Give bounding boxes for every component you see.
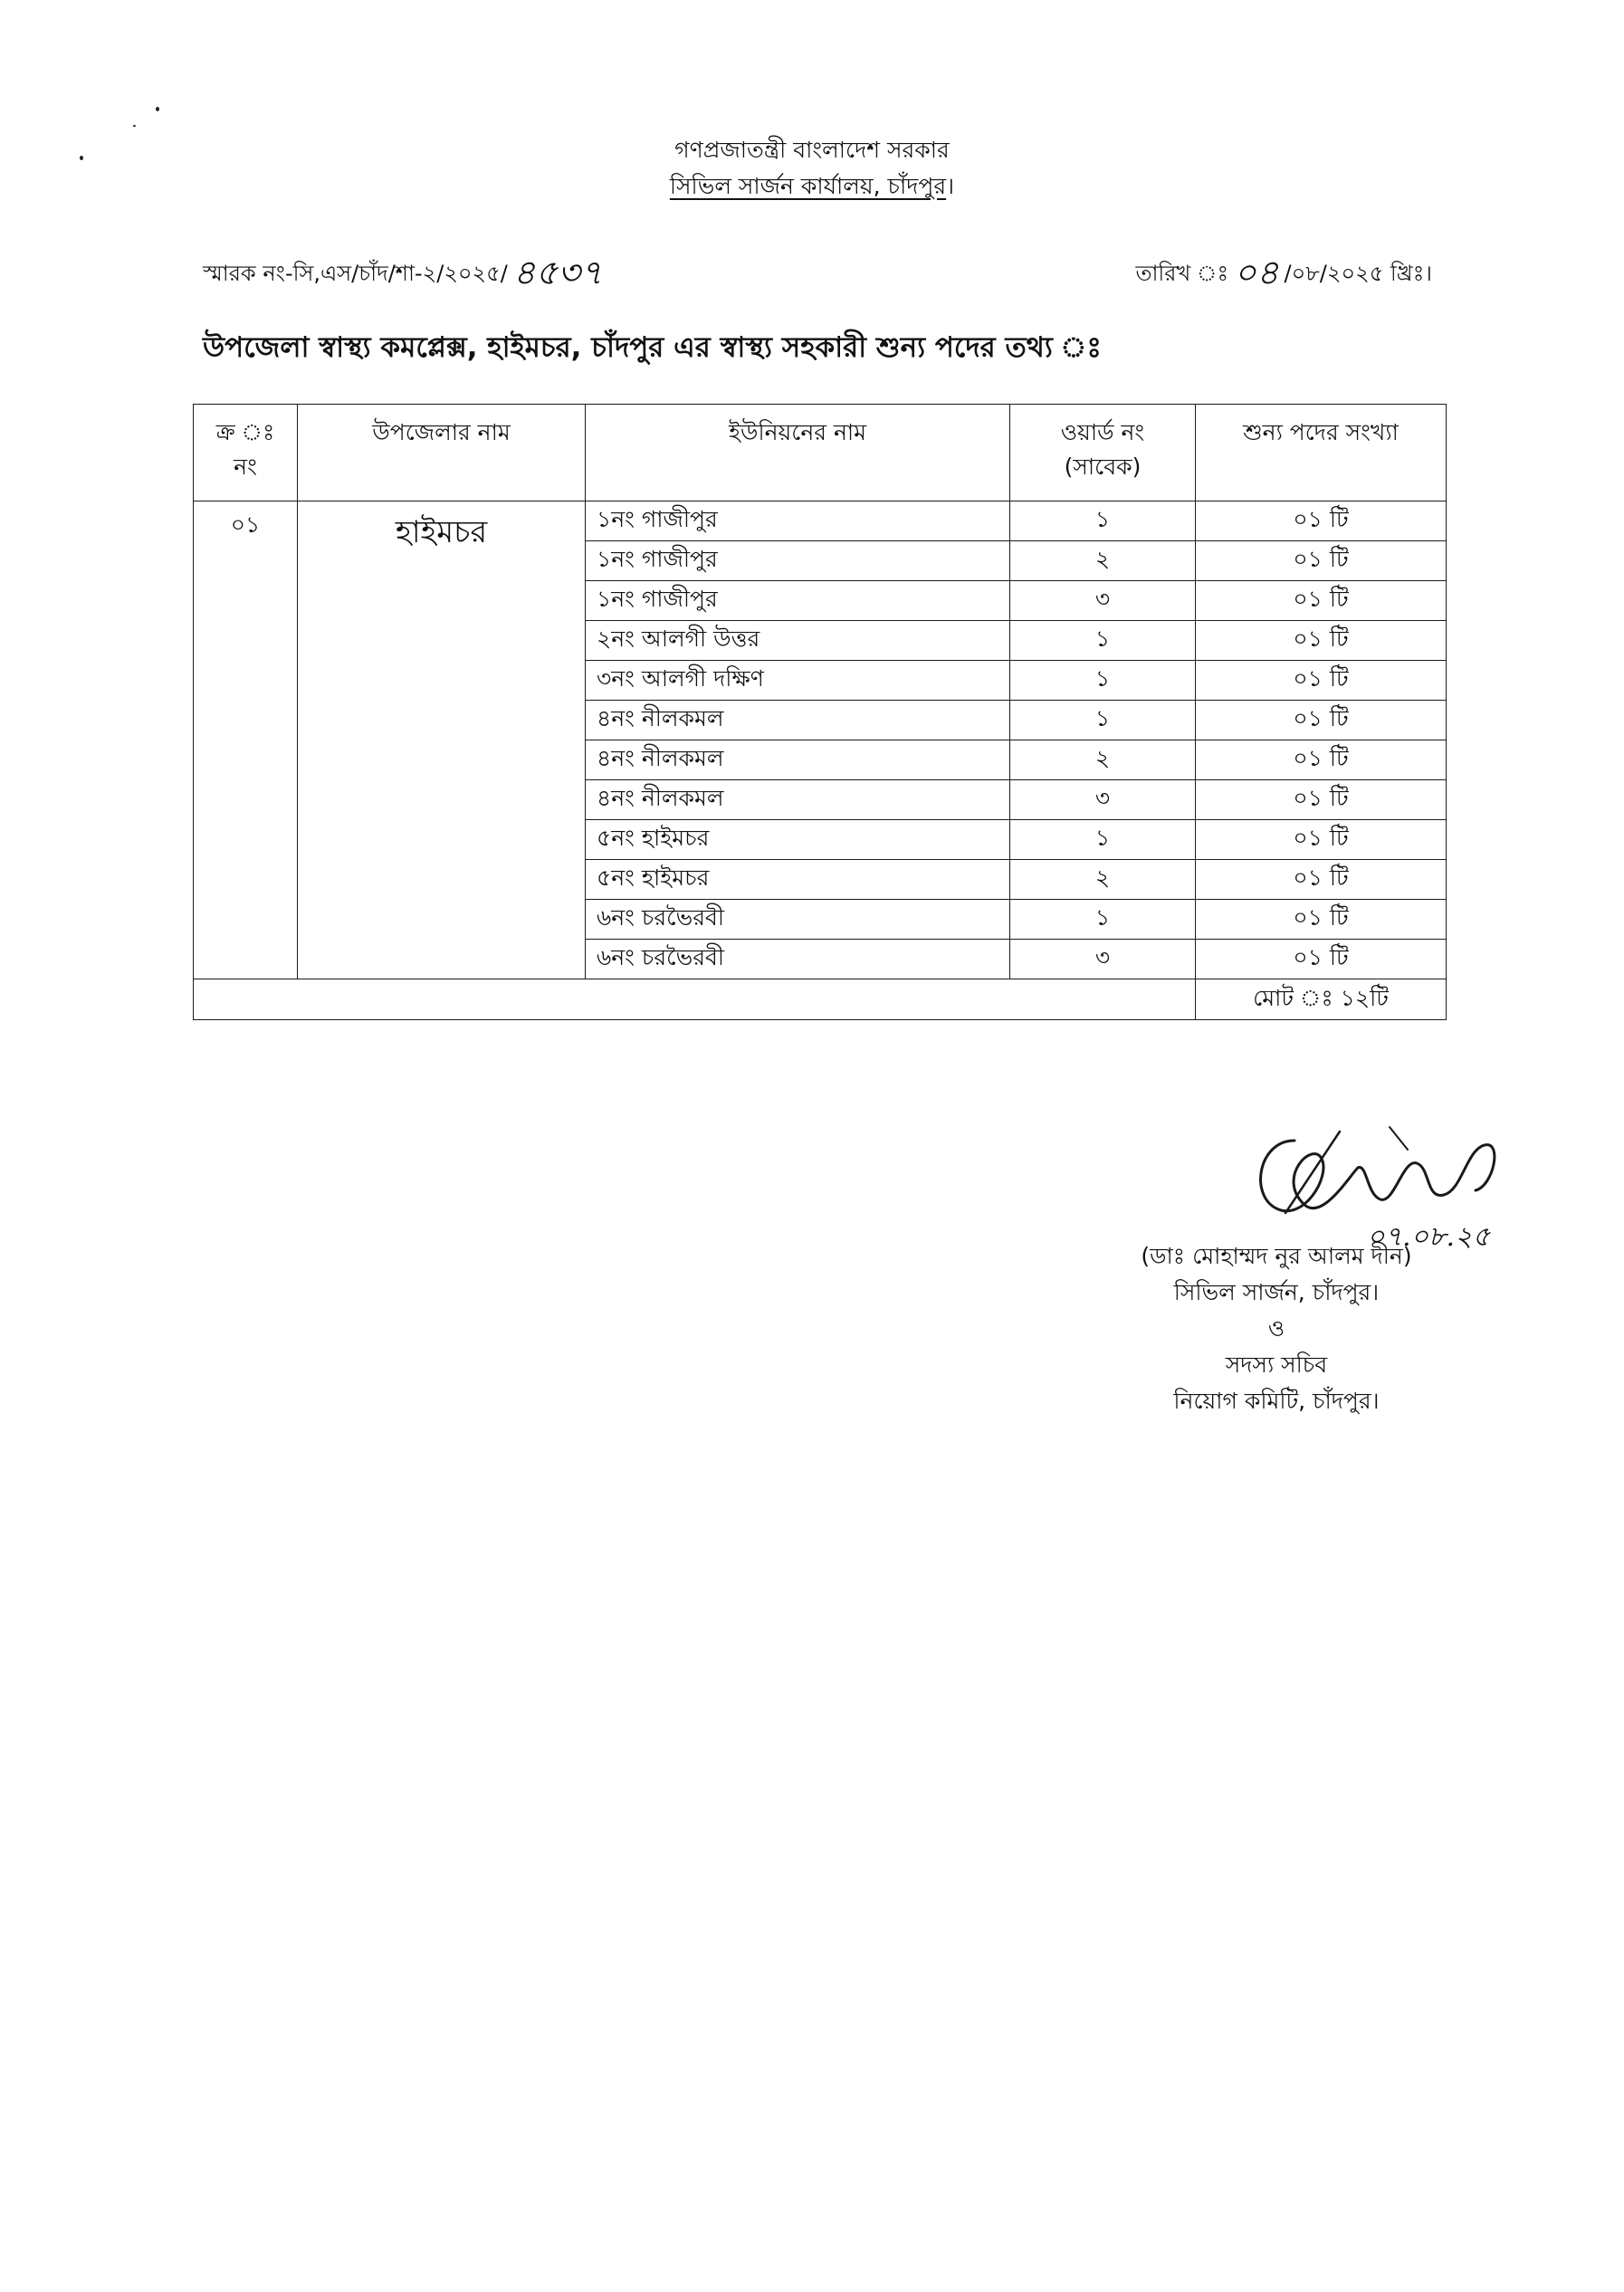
ward-cell: ১ [1010, 661, 1196, 701]
serial-cell: ০১ [194, 501, 298, 979]
ward-cell: ২ [1010, 860, 1196, 900]
ward-cell: ২ [1010, 541, 1196, 581]
vacancy-count-cell: ০১ টি [1196, 780, 1447, 820]
header-serial-line1: ক্র ঃ [215, 419, 275, 445]
union-cell: ১নং গাজীপুর [586, 581, 1010, 621]
vacancy-count-cell: ০১ টি [1196, 501, 1447, 541]
government-title: গণপ্রজাতন্ত্রী বাংলাদেশ সরকার [674, 137, 950, 163]
header-ward [1010, 405, 1196, 501]
union-cell: ৬নং চরভৈরবী [586, 900, 1010, 940]
vacancy-count-cell: ০১ টি [1196, 661, 1447, 701]
vacancy-count-cell: ০১ টি [1196, 900, 1447, 940]
signatory-conjunction: ও [1267, 1315, 1285, 1342]
union-cell: ৪নং নীলকমল [586, 740, 1010, 780]
signatory-role: সদস্য সচিব [1225, 1351, 1328, 1378]
union-cell: ৩নং আলগী দক্ষিণ [586, 661, 1010, 701]
vacancy-count-cell: ০১ টি [1196, 541, 1447, 581]
union-cell: ৬নং চরভৈরবী [586, 940, 1010, 979]
document-header [0, 132, 1624, 205]
ward-cell: ১ [1010, 900, 1196, 940]
office-suffix: । [946, 173, 955, 199]
ward-cell: ১ [1010, 501, 1196, 541]
upazila-cell: হাইমচর [298, 501, 586, 979]
ward-cell: ৩ [1010, 940, 1196, 979]
signatory-designation: সিভিল সার্জন, চাঁদপুর। [1173, 1279, 1380, 1305]
header-union: ইউনিয়নের নাম [586, 405, 1010, 501]
vacancy-count-cell: ০১ টি [1196, 820, 1447, 860]
total-row-spacer [194, 979, 1196, 1020]
scan-speck [156, 107, 159, 111]
table-row [194, 501, 1447, 541]
signatory-committee: নিয়োগ কমিটি, চাঁদপুর। [1173, 1388, 1380, 1414]
header-serial [194, 405, 298, 501]
vacancy-count-cell: ০১ টি [1196, 701, 1447, 740]
union-cell: ৪নং নীলকমল [586, 780, 1010, 820]
vacancy-count-cell: ০১ টি [1196, 740, 1447, 780]
vacancy-count-cell: ০১ টি [1196, 621, 1447, 661]
union-cell: ৫নং হাইমচর [586, 860, 1010, 900]
memo-date-label: তারিখ ঃ [1135, 261, 1229, 286]
memo-date [1135, 246, 1432, 304]
memo-reference-number: ৪৫৩৭ [512, 253, 603, 292]
vacancy-count-cell: ০১ টি [1196, 581, 1447, 621]
table-total-row [194, 979, 1447, 1020]
signature-handwritten-date: ০৭.০৮.২৫ [1367, 1221, 1491, 1253]
vacancy-table-wrapper [193, 404, 1446, 1020]
ward-cell: ১ [1010, 701, 1196, 740]
ward-cell: ১ [1010, 621, 1196, 661]
header-count: শুন্য পদের সংখ্যা [1196, 405, 1447, 501]
table-body [194, 501, 1447, 1020]
union-cell: ২নং আলগী উত্তর [586, 621, 1010, 661]
header-serial-line2: নং [234, 454, 257, 480]
ward-cell: ৩ [1010, 581, 1196, 621]
ward-cell: ২ [1010, 740, 1196, 780]
office-name: সিভিল সার্জন কার্যালয়, চাঁদপুর [669, 173, 947, 199]
vacancy-table [193, 404, 1447, 1020]
header-ward-line1: ওয়ার্ড নং [1060, 419, 1145, 445]
memo-reference-prefix: স্মারক নং-সি,এস/চাঁদ/শা-২/২০২৫/ [203, 261, 508, 286]
union-cell: ৫নং হাইমচর [586, 820, 1010, 860]
memo-reference [203, 246, 603, 304]
memo-date-rest: /০৮/২০২৫ খ্রিঃ। [1284, 261, 1432, 286]
union-cell: ৪নং নীলকমল [586, 701, 1010, 740]
signatory-name: (ডাঃ মোহাম্মদ নুর আলম দীন) [1141, 1243, 1412, 1269]
table-header-row [194, 405, 1447, 501]
union-cell: ১নং গাজীপুর [586, 501, 1010, 541]
vacancy-count-cell: ০১ টি [1196, 940, 1447, 979]
header-ward-line2: (সাবেক) [1064, 454, 1142, 480]
union-cell: ১নং গাজীপুর [586, 541, 1010, 581]
office-title [0, 168, 1624, 205]
signatory-details [1086, 1238, 1466, 1419]
scan-speck [133, 125, 136, 127]
signature-block [1086, 1122, 1557, 1448]
document-subject: উপজেলা স্বাস্থ্য কমপ্লেক্স, হাইমচর, চাঁদপুর এর স্বাস্থ্য সহকারী শুন্য পদের তথ্য ঃ [203, 331, 1102, 364]
ward-cell: ১ [1010, 820, 1196, 860]
memo-row [203, 234, 1432, 292]
header-upazila: উপজেলার নাম [298, 405, 586, 501]
ward-cell: ৩ [1010, 780, 1196, 820]
vacancy-count-cell: ০১ টি [1196, 860, 1447, 900]
memo-date-day: ০৪ [1234, 253, 1279, 292]
total-count: মোট ঃ ১২টি [1196, 979, 1447, 1020]
